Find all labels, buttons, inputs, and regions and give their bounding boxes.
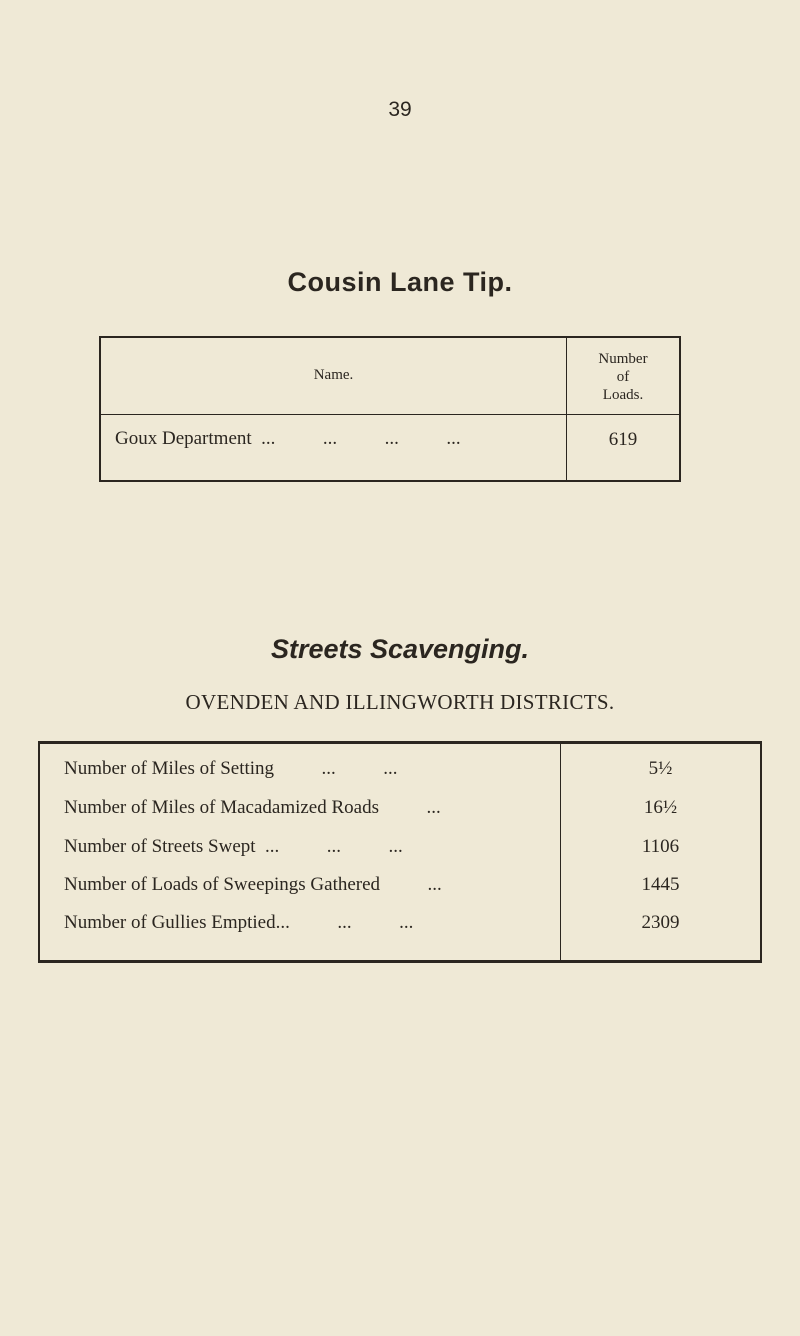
section-title-cousin-lane-tip: Cousin Lane Tip.	[287, 267, 513, 297]
header-loads-line-2: of	[616, 369, 630, 385]
tip-table	[99, 336, 681, 482]
header-loads-line-3: Loads.	[602, 387, 644, 403]
row-label: Number of Miles of Setting ... ...	[64, 758, 398, 779]
table-row	[40, 830, 760, 868]
row-label: Number of Streets Swept ... ... ...	[64, 836, 403, 857]
section-title-streets-scavenging: Streets Scavenging.	[270, 634, 530, 664]
table-row	[40, 752, 760, 790]
row-value: 1445	[641, 874, 680, 895]
row-value: 1106	[641, 836, 680, 857]
header-number-of-loads	[567, 350, 679, 404]
table-row	[40, 906, 760, 944]
header-loads-line-1: Number	[598, 351, 648, 367]
row-label: Number of Gullies Emptied... ... ...	[64, 912, 414, 933]
row-label: Number of Loads of Sweepings Gathered ...	[64, 874, 442, 895]
row-value: 16½	[643, 797, 678, 818]
page-number: 39	[388, 98, 412, 121]
scavenging-table	[38, 741, 762, 963]
section-subtitle-districts: OVENDEN AND ILLINGWORTH DISTRICTS.	[185, 690, 615, 714]
row-value: 5½	[648, 758, 673, 779]
header-name: Name.	[313, 367, 354, 383]
row-value: 2309	[641, 912, 680, 933]
tip-row-loads: 619	[608, 429, 638, 450]
tip-row-name: Goux Department ... ... ... ...	[115, 428, 461, 449]
row-label: Number of Miles of Macadamized Roads ...	[64, 797, 441, 818]
table-row	[40, 868, 760, 906]
table-row	[40, 791, 760, 829]
